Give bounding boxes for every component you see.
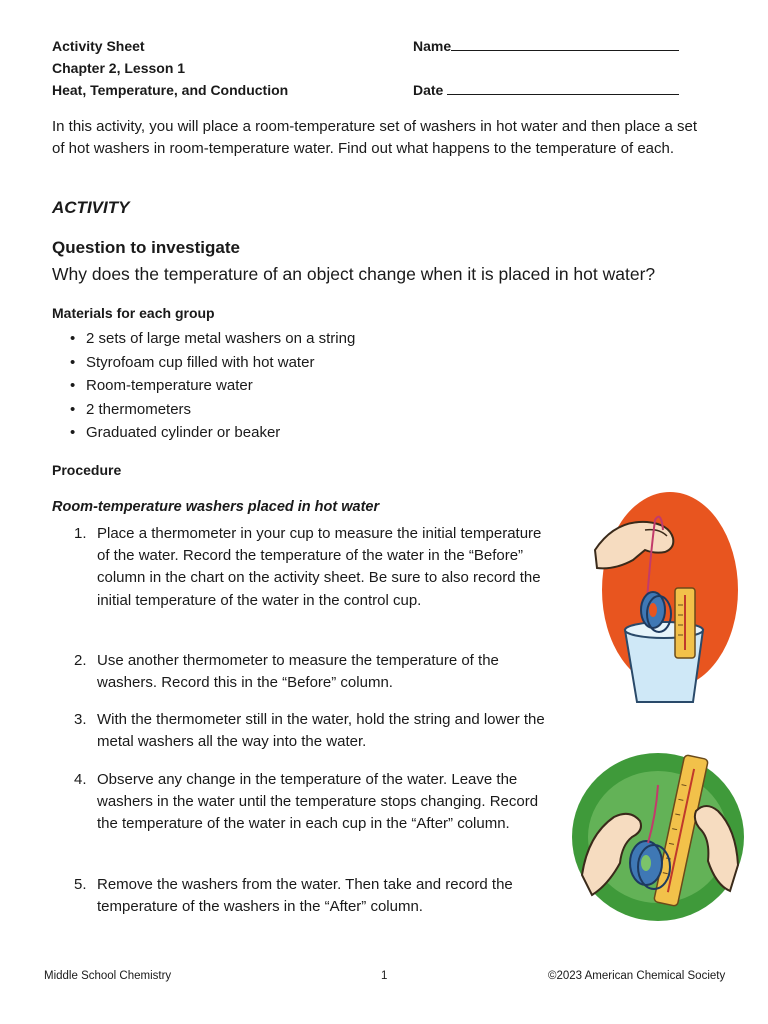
procedure-step (74, 650, 554, 694)
footer-course: Middle School Chemistry (44, 970, 172, 982)
intro-paragraph: In this activity, you will place a room-temperature set of washers in hot water and then place a set of hot washers in room-temperature water. Find out what happens to the temperature of each. (52, 118, 698, 157)
list-item: • Styrofoam cup filled with hot water (52, 351, 355, 375)
chapter-lesson: Chapter 2, Lesson 1 (52, 60, 186, 76)
name-label: Name (413, 38, 452, 54)
step-number: 5. (74, 876, 87, 893)
date-field[interactable] (413, 79, 688, 101)
step-text: Remove the washers from the water. Then take and record the temperature of the washers in the “After” column. (97, 876, 513, 916)
list-item: • Graduated cylinder or beaker (52, 421, 355, 445)
thermometer-reading-illustration (568, 745, 748, 930)
list-item: • 2 thermometers (52, 398, 355, 422)
procedure-subheading: Room-temperature washers placed in hot water (52, 499, 380, 515)
procedure-step (74, 523, 554, 612)
procedure-step (74, 874, 554, 918)
date-label: Date (413, 82, 444, 98)
name-line (451, 36, 679, 51)
question-heading: Question to investigate (52, 238, 240, 257)
step-number: 1. (74, 525, 87, 542)
step-text: Use another thermometer to measure the temperature of the washers. Record this in the “Before” column. (97, 652, 499, 692)
worksheet-type: Activity Sheet (52, 38, 145, 54)
washers-in-cup-illustration (585, 490, 745, 710)
date-line (447, 80, 679, 95)
footer-copyright: ©2023 American Chemical Society (548, 970, 726, 982)
step-number: 3. (74, 711, 87, 728)
question-text: Why does the temperature of an object change when it is placed in hot water? (52, 264, 656, 284)
step-number: 4. (74, 771, 87, 788)
step-text: Place a thermometer in your cup to measure the initial temperature of the water. Record the temperature of the water in the “Before” column in the chart on the activity sheet. Be sure to also record the initial temperature of the water in the control cup. (97, 525, 542, 609)
name-field[interactable] (413, 35, 688, 57)
lesson-title: Heat, Temperature, and Conduction (52, 82, 289, 98)
procedure-heading: Procedure (52, 462, 122, 478)
page-number: 1 (381, 970, 388, 982)
step-text: With the thermometer still in the water, hold the string and lower the metal washers all the way into the water. (97, 711, 545, 751)
step-number: 2. (74, 652, 87, 669)
materials-list (52, 327, 355, 445)
procedure-step (74, 769, 554, 836)
activity-heading: ACTIVITY (52, 198, 130, 217)
list-item: • 2 sets of large metal washers on a string (52, 327, 355, 351)
list-item: • Room-temperature water (52, 374, 355, 398)
procedure-step (74, 709, 554, 753)
step-text: Observe any change in the temperature of the water. Leave the washers in the water until the temperature stops changing. Record the temperature of the water in each cup in the “After” column. (97, 771, 539, 833)
materials-heading: Materials for each group (52, 305, 215, 321)
